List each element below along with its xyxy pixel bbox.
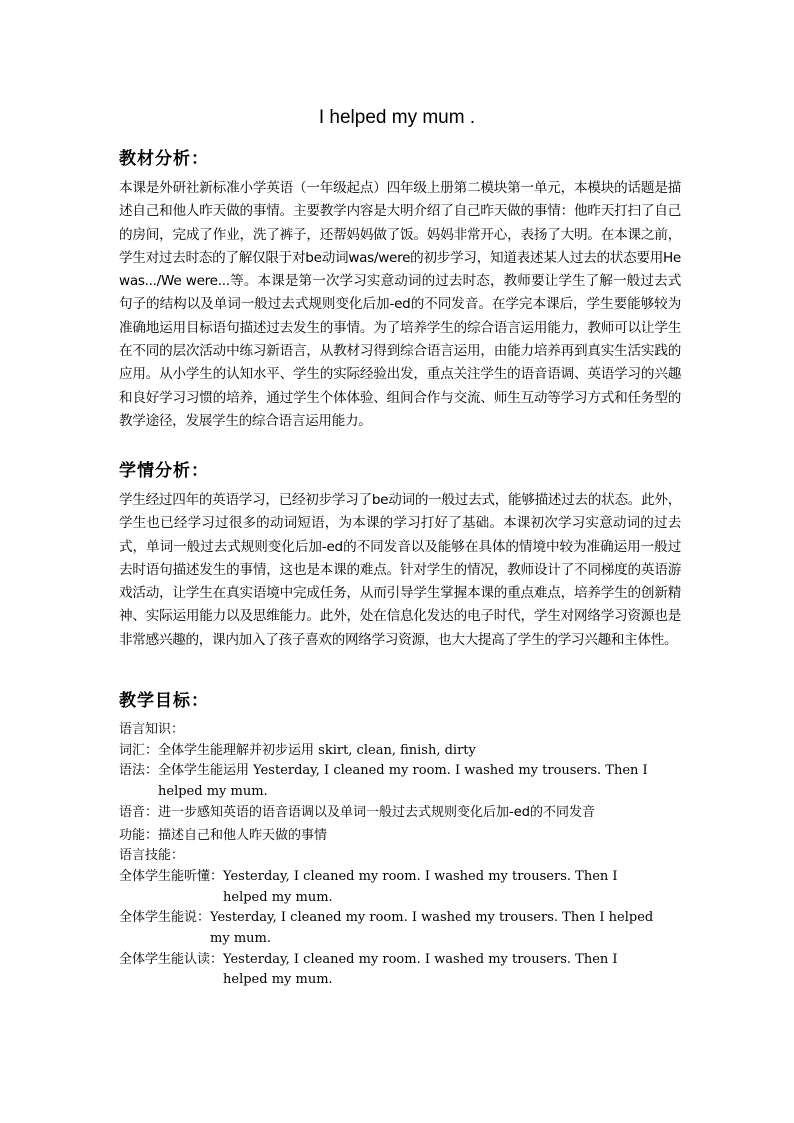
speaking-text: Yesterday, I cleaned my room. I washed my trousers. Then I helped my mum. (210, 910, 654, 947)
vocabulary-objective (119, 741, 681, 762)
vocabulary-label: 词汇： (119, 742, 159, 758)
document-title: I helped my mum . (318, 107, 476, 128)
listening-objective (119, 867, 639, 908)
textbook-analysis-section (119, 148, 681, 433)
speaking-objective (119, 908, 669, 949)
listening-label: 全体学生能听懂： (119, 868, 224, 884)
phonetics-label: 语音： (119, 804, 159, 820)
learner-analysis-section (119, 460, 681, 652)
learner-analysis-body: 学生经过四年的英语学习，已经初步学习了be动词的一般过去式，能够描述过去的状态。此外，学生也已经学习过很多的动词短语，为本课的学习打好了基础。本课初次学习实意动词的过去式，单词一般过去式规则变化后加-ed的不同发音以及能够在具体的情境中较为准确运用一般过去时语句描述发生的事情，这也是本课的难点。针对学生的情况，教师设计了不同梯度的英语游戏活动，让学生在真实语境中完成任务，从而引导学生掌握本课的重点难点，培养学生的创新精神、实际运用能力以及思维能力。此外，处在信息化发达的电子时代，学生对网络学习资源也是非常感兴趣的，课内加入了孩子喜欢的网络学习资源，也大大提高了学生的学习兴趣和主体性。 (119, 492, 681, 648)
grammar-objective (119, 761, 681, 802)
grammar-text: 全体学生能运用 Yesterday, I cleaned my room. I washed my trousers. Then I helped my mum. (158, 763, 648, 800)
teaching-objectives-heading: 教学目标： (119, 691, 209, 711)
textbook-analysis-body: 本课是外研社新标准小学英语（一年级起点）四年级上册第二模块第一单元，本模块的话题是描述自己和他人昨天做的事情。主要教学内容是大明介绍了自己昨天做的事情：他昨天打扫了自己的房间，完成了作业，洗了裤子，还帮妈妈做了饭。妈妈非常开心，表扬了大明。在本课之前，学生对过去时态的了解仅限于对be动词was/were的初步学习，知道表述某人过去的状态要用He was.../We were...等。本课是第一次学习实意动词的过去时态，教师要让学生了解一般过去式句子的结构以及单词一般过去式规则变化后加-ed的不同发音。在学完本课后，学生要能够较为准确地运用目标语句描述过去发生的事情。为了培养学生的综合语言运用能力，教师可以让学生在不同的层次活动中练习新语言，从教材习得到综合语言运用，由能力培养再到真实生活实践的应用。从小学生的认知水平、学生的实际经验出发，重点关注学生的语音语调、英语学习的兴趣和良好学习习惯的培养，通过学生个体体验、组间合作与交流、师生互动等学习方式和任务型的教学途径，发展学生的综合语言运用能力。 (119, 180, 681, 429)
reading-text: Yesterday, I cleaned my room. I washed my trousers. Then I helped my mum. (223, 951, 618, 988)
teaching-objectives-section (119, 690, 681, 991)
vocabulary-text: 全体学生能理解并初步运用 skirt, clean, finish, dirty (158, 742, 476, 758)
phonetics-objective (119, 803, 681, 824)
function-objective: 功能：描述自己和他人昨天做的事情 (119, 827, 328, 843)
language-knowledge-title: 语言知识： (119, 722, 185, 737)
phonetics-text: 进一步感知英语的语音语调以及单词一般过去式规则变化后加-ed的不同发音 (158, 804, 595, 820)
reading-label: 全体学生能认读： (119, 951, 224, 967)
language-skills-title: 语言技能： (119, 848, 185, 864)
learner-analysis-heading: 学情分析： (119, 461, 209, 481)
reading-objective (119, 950, 639, 991)
textbook-analysis-heading: 教材分析： (119, 149, 209, 169)
listening-text: Yesterday, I cleaned my room. I washed my trousers. Then I helped my mum. (223, 868, 618, 905)
speaking-label: 全体学生能说： (119, 910, 211, 926)
grammar-label: 语法： (119, 763, 159, 779)
